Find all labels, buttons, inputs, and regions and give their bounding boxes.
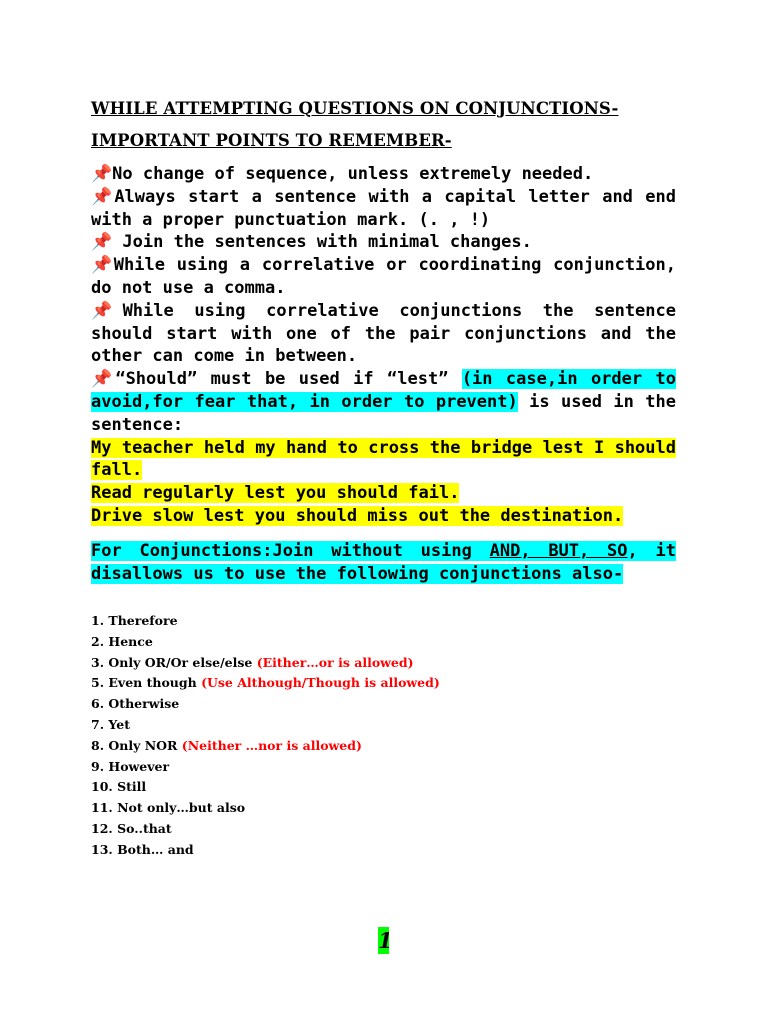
pushpin-icon: 📌 [91,164,113,184]
pushpin-icon: 📌 [91,369,116,390]
list-item: 9. However [91,758,170,774]
pushpin-icon: 📌 [91,232,113,253]
pushpin-icon: 📌 [91,186,115,207]
lest-meaning-highlight: (in case,in order to avoid,for fear that, in order to prevent) [91,369,676,412]
restricted-words: AND, BUT, SO [489,540,628,561]
list-item: 1. Therefore [91,613,178,628]
list-item: 5. Even though (Use Although/Though is allowed) [91,675,440,691]
disallowed-conjunctions-list [91,611,611,861]
point-2: 📌Always start a sentence with a capital letter and end with a proper punctuation mark. (. , !) [91,186,676,230]
spacer [91,528,676,540]
rule-highlight: For Conjunctions:Join without using AND, BUT, SO, it disallows us to use the following conjunctions also- [91,540,676,584]
heading-line-1: WHILE ATTEMPTING QUESTIONS ON CONJUNCTIONS- [91,99,619,118]
list-item: 2. Hence [91,633,153,649]
points-section [91,163,676,585]
page-heading [91,93,691,157]
point-4: 📌While using a correlative or coordinating conjunction, do not use a comma. [91,255,676,298]
example-1: My teacher held my hand to cross the bridge lest I should fall. [91,437,676,481]
rule-paragraph [91,540,676,586]
list-item: 10. Still [91,779,147,795]
page-number: 1 [378,928,393,953]
point-3: 📌 Join the sentences with minimal changes. [91,232,532,253]
list-item: 6. Otherwise [91,696,180,712]
point-1: 📌No change of sequence, unless extremely needed. [91,164,594,184]
point-5: 📌While using correlative conjunctions the sentence should start with one of the pair conjunctions and the other can come in between. [91,300,676,367]
heading-line-2: IMPORTANT POINTS TO REMEMBER- [91,131,452,150]
list-item: 8. Only NOR (Neither …nor is allowed) [91,737,362,753]
pushpin-icon: 📌 [91,300,123,321]
list-item: 13. Both… and [91,841,194,857]
list-item: 12. So..that [91,820,172,836]
pushpin-icon: 📌 [91,255,114,276]
point-6: 📌“Should” must be used if “lest” (in case,in order to avoid,for fear that, in order to prevent) is used in the sentence: [91,369,676,435]
list-item: 3. Only OR/Or else/else (Either…or is allowed) [91,654,414,670]
list-item: 11. Not only…but also [91,800,246,816]
list-item: 7. Yet [91,716,130,732]
example-2: Read regularly lest you should fail. [91,483,460,504]
example-3: Drive slow lest you should miss out the destination. [91,505,624,526]
